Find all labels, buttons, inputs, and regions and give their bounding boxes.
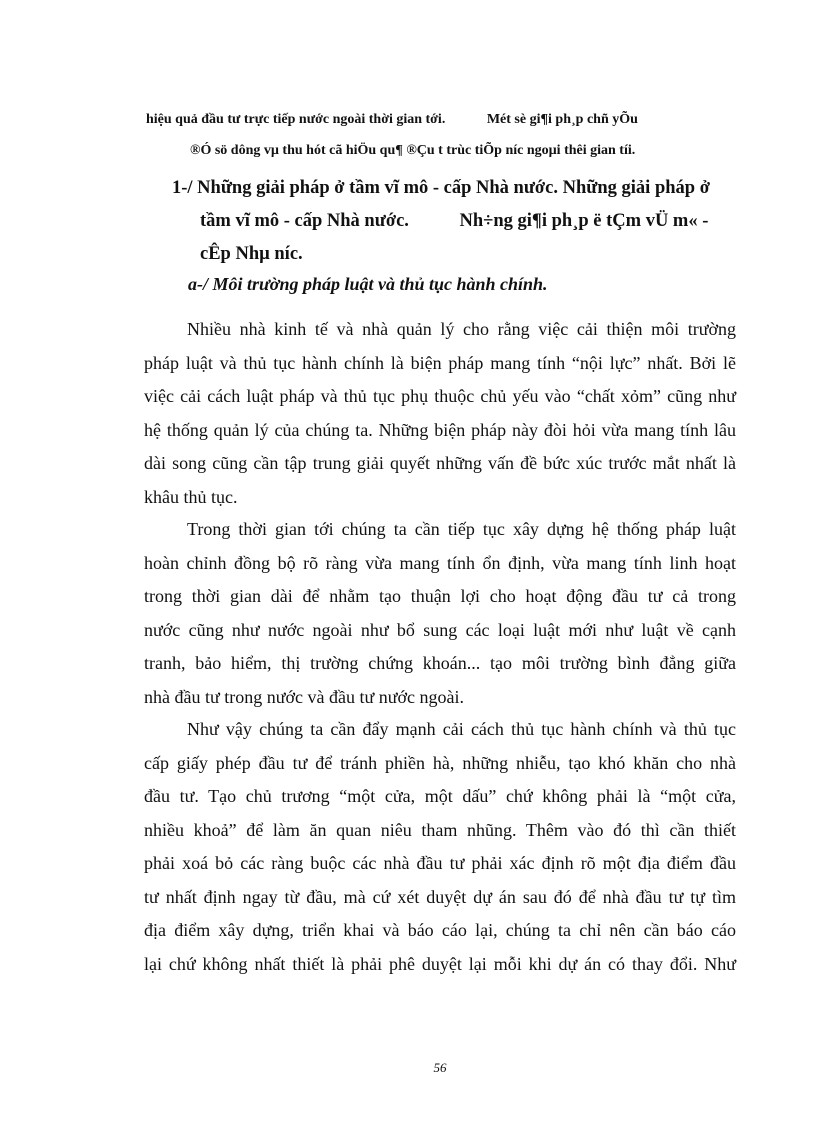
paragraph-line: trong thời gian dài để nhằm tạo thuận lợi cho hoạt động đầu tư cả trong — [144, 586, 736, 606]
paragraph-line: khâu thủ tục. — [144, 486, 238, 507]
paragraph-line: địa điểm xây dựng, triển khai và báo cáo lại, chúng ta chỉ nên cần báo cáo — [144, 920, 736, 940]
heading-line-3: cÊp Nhµ níc. — [200, 244, 303, 264]
paragraph-line: Như vậy chúng ta cần đẩy mạnh cải cách thủ tục hành chính và thủ tục — [187, 719, 736, 739]
section-heading — [172, 172, 772, 271]
top-line-2: ®Ó sö dông vµ thu hót cã hiÖu qu¶ ®Çu t trùc tiÕp níc ngoµi thêi gian tíi. — [190, 143, 636, 158]
paragraph-3 — [144, 713, 736, 981]
paragraph-line: hoàn chỉnh đồng bộ rõ ràng vừa mang tính ổn định, vừa mang tính linh hoạt — [144, 552, 736, 573]
paragraph-line: hệ thống quản lý của chúng ta. Những biện pháp này đòi hỏi vừa mang tính lâu — [144, 419, 736, 440]
paragraph-line: nước cũng như nước ngoài như bổ sung các loại luật mới như luật về cạnh — [144, 619, 736, 640]
heading-line-2-right: Nh÷ng gi¶i ph¸p ë tÇm vÜ m« - — [459, 211, 709, 231]
top-line-1-right: Mét sè gi¶i ph¸p chñ yÕu — [486, 112, 638, 127]
page-number: 56 — [433, 1060, 447, 1075]
paragraph-2 — [144, 513, 736, 714]
paragraph-line: pháp luật và thủ tục hành chính là biện pháp mang tính “nội lực” nhất. Bởi lẽ — [144, 352, 736, 373]
top-line-1 — [146, 112, 638, 128]
paragraph-line: phải xoá bỏ các ràng buộc các nhà đầu tư phải xác định rõ một địa điểm đầu — [144, 853, 736, 873]
paragraph-1 — [144, 313, 736, 514]
paragraph-line: lại chứ không nhất thiết là phải phê duyệt lại mỗi khi dự án có thay đổi. Như — [144, 953, 736, 974]
paragraph-line: nhiều khoả” để làm ăn quan niêu tham nhũng. Thêm vào đó thì cần thiết — [144, 819, 736, 840]
top-line-1-left: hiệu quả đầu tư trực tiếp nước ngoài thời gian tới. — [146, 112, 446, 127]
paragraph-line: việc cải cách luật pháp và thủ tục phụ thuộc chủ yếu vào “chất xỏm” cũng như — [144, 386, 736, 406]
paragraph-line: nhà đầu tư trong nước và đầu tư nước ngoài. — [144, 686, 464, 707]
paragraph-line: tranh, bảo hiểm, thị trường chứng khoán... tạo môi trường bình đẳng giữa — [144, 653, 736, 673]
heading-line-2 — [172, 205, 772, 238]
paragraph-line: Trong thời gian tới chúng ta cần tiếp tục xây dựng hệ thống pháp luật — [187, 519, 736, 539]
paragraph-line: đầu tư. Tạo chủ trương “một cửa, một dấu” chứ không phải là “một cửa, — [144, 786, 736, 806]
paragraph-line: Nhiều nhà kinh tế và nhà quản lý cho rằng việc cải thiện môi trường — [187, 319, 736, 339]
subsection-heading: a-/ Môi trường pháp luật và thủ tục hành chính. — [188, 274, 548, 294]
heading-line-2-left: tầm vĩ mô - cấp Nhà nước. — [200, 211, 409, 231]
paragraph-line: tư nhất định ngay từ đầu, mà cứ xét duyệt dự án sau đó để nhà đầu tư tự tìm — [144, 886, 736, 907]
heading-line-1: 1-/ Những giải pháp ở tầm vĩ mô - cấp Nhà nước. Những giải pháp ở — [172, 178, 710, 198]
paragraph-line: cấp giấy phép đầu tư để tránh phiền hà, những nhiễu, tạo khó khăn cho nhà — [144, 752, 736, 773]
paragraph-line: dài song cũng cần tập trung giải quyết những vấn đề bức xúc trước mắt nhất là — [144, 453, 736, 473]
